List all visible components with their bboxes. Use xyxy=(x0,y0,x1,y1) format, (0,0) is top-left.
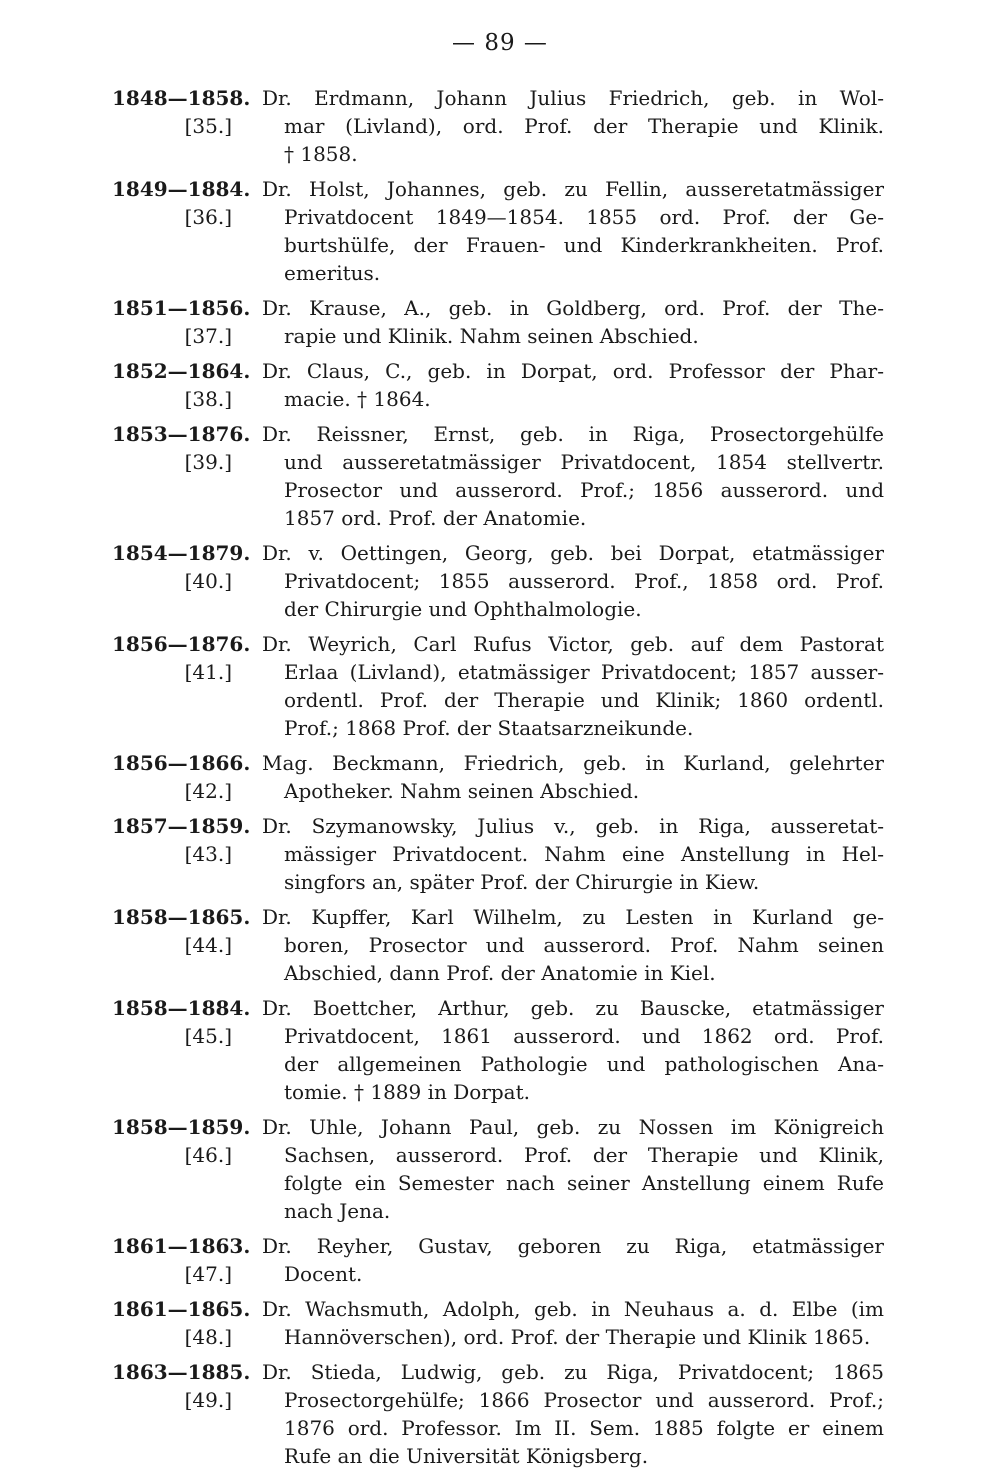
entry-line: singfors an, später Prof. der Chirurgie in Kiew. xyxy=(284,870,760,894)
entry-meta xyxy=(112,1358,262,1470)
entry-number: [38.] xyxy=(184,387,232,411)
list-item xyxy=(112,1295,884,1351)
entry-number: [43.] xyxy=(184,842,232,866)
entry-line: ordentl. Prof. der Therapie und Klinik; 1860 ordentl. xyxy=(284,688,884,712)
list-item xyxy=(112,994,884,1106)
entry-line: Privatdocent 1849—1854. 1855 ord. Prof. der Ge- xyxy=(284,205,884,229)
entry-text xyxy=(262,1358,884,1470)
entry-meta xyxy=(112,1232,262,1288)
entry-years: 1849—1884. xyxy=(112,177,251,201)
entry-number: [47.] xyxy=(184,1262,232,1286)
entry-meta xyxy=(112,175,262,287)
entry-text xyxy=(262,812,884,896)
entry-line: Dr. Reyher, Gustav, geboren zu Riga, etatmässiger xyxy=(262,1234,884,1258)
entry-years: 1854—1879. xyxy=(112,541,251,565)
entry-meta xyxy=(112,1113,262,1225)
entry-number: [37.] xyxy=(184,324,232,348)
entry-text xyxy=(262,994,884,1106)
entry-number: [35.] xyxy=(184,114,232,138)
entry-line: der Chirurgie und Ophthalmologie. xyxy=(284,597,642,621)
entry-years: 1858—1865. xyxy=(112,905,251,929)
entry-line: Dr. Szymanowsky, Julius v., geb. in Riga, ausseretat- xyxy=(262,814,884,838)
entry-line: tomie. † 1889 in Dorpat. xyxy=(284,1080,530,1104)
entry-line: Prof.; 1868 Prof. der Staatsarzneikunde. xyxy=(284,716,694,740)
entry-number: [48.] xyxy=(184,1325,232,1349)
entry-number: [46.] xyxy=(184,1143,232,1167)
list-item xyxy=(112,812,884,896)
entry-meta xyxy=(112,994,262,1106)
entry-line: emeritus. xyxy=(284,261,381,285)
entry-text xyxy=(262,1295,884,1351)
entry-text xyxy=(262,294,884,350)
entry-number: [36.] xyxy=(184,205,232,229)
entry-line: Dr. Weyrich, Carl Rufus Victor, geb. auf dem Pastorat xyxy=(262,632,884,656)
entry-meta xyxy=(112,357,262,413)
entry-meta xyxy=(112,294,262,350)
entry-line: Dr. Reissner, Ernst, geb. in Riga, Prosectorgehülfe xyxy=(262,422,884,446)
entry-line: Sachsen, ausserord. Prof. der Therapie und Klinik, xyxy=(284,1143,884,1167)
entry-line: der allgemeinen Pathologie und pathologischen Ana- xyxy=(284,1052,884,1076)
list-item xyxy=(112,357,884,413)
entry-meta xyxy=(112,420,262,532)
entry-line: boren, Prosector und ausserord. Prof. Nahm seinen xyxy=(284,933,884,957)
entry-line: Dr. Erdmann, Johann Julius Friedrich, geb. in Wol- xyxy=(262,86,884,110)
list-item xyxy=(112,903,884,987)
entry-line: Dr. Uhle, Johann Paul, geb. zu Nossen im Königreich xyxy=(262,1115,884,1139)
list-item xyxy=(112,1358,884,1470)
list-item xyxy=(112,175,884,287)
entry-line: 1876 ord. Professor. Im II. Sem. 1885 folgte er einem xyxy=(284,1416,884,1440)
entry-line: Dr. v. Oettingen, Georg, geb. bei Dorpat, etatmässiger xyxy=(262,541,884,565)
entry-line: Docent. xyxy=(284,1262,363,1286)
entry-line: und ausseretatmässiger Privatdocent, 1854 stellvertr. xyxy=(284,450,884,474)
entry-text xyxy=(262,420,884,532)
entry-years: 1848—1858. xyxy=(112,86,251,110)
entry-line: Dr. Kupffer, Karl Wilhelm, zu Lesten in Kurland ge- xyxy=(262,905,884,929)
entry-line: Privatdocent, 1861 ausserord. und 1862 ord. Prof. xyxy=(284,1024,884,1048)
entry-line: 1857 ord. Prof. der Anatomie. xyxy=(284,506,587,530)
list-item xyxy=(112,84,884,168)
entry-line: Privatdocent; 1855 ausserord. Prof., 1858 ord. Prof. xyxy=(284,569,884,593)
entry-text xyxy=(262,903,884,987)
entry-text xyxy=(262,539,884,623)
entry-line: mässiger Privatdocent. Nahm eine Anstellung in Hel- xyxy=(284,842,884,866)
entry-number: [40.] xyxy=(184,569,232,593)
list-item xyxy=(112,539,884,623)
entry-line: Prosectorgehülfe; 1866 Prosector und ausserord. Prof.; xyxy=(284,1388,884,1412)
entry-line: macie. † 1864. xyxy=(284,387,431,411)
entry-years: 1856—1876. xyxy=(112,632,251,656)
list-item xyxy=(112,420,884,532)
entry-line: Dr. Wachsmuth, Adolph, geb. in Neuhaus a. d. Elbe (im xyxy=(262,1297,884,1321)
entry-text xyxy=(262,84,884,168)
entry-line: mar (Livland), ord. Prof. der Therapie und Klinik. xyxy=(284,114,884,138)
list-item xyxy=(112,1232,884,1288)
entry-line: Erlaa (Livland), etatmässiger Privatdocent; 1857 ausser- xyxy=(284,660,884,684)
list-item xyxy=(112,630,884,742)
entry-text xyxy=(262,1232,884,1288)
entry-number: [41.] xyxy=(184,660,232,684)
entry-meta xyxy=(112,903,262,987)
entry-line: Dr. Claus, C., geb. in Dorpat, ord. Professor der Phar- xyxy=(262,359,884,383)
entry-years: 1858—1884. xyxy=(112,996,251,1020)
entry-line: Dr. Stieda, Ludwig, geb. zu Riga, Privatdocent; 1865 xyxy=(262,1360,884,1384)
entry-number: [45.] xyxy=(184,1024,232,1048)
list-item xyxy=(112,749,884,805)
entry-number: [39.] xyxy=(184,450,232,474)
page-number: — 89 — xyxy=(452,30,548,56)
entry-line: nach Jena. xyxy=(284,1199,391,1223)
entry-line: burtshülfe, der Frauen- und Kinderkrankheiten. Prof. xyxy=(284,233,884,257)
entry-line: folgte ein Semester nach seiner Anstellung einem Rufe xyxy=(284,1171,884,1195)
entry-years: 1853—1876. xyxy=(112,422,251,446)
entry-line: Mag. Beckmann, Friedrich, geb. in Kurland, gelehrter xyxy=(262,751,884,775)
entry-years: 1858—1859. xyxy=(112,1115,251,1139)
entry-line: † 1858. xyxy=(284,142,358,166)
entry-meta xyxy=(112,812,262,896)
entry-meta xyxy=(112,84,262,168)
entry-line: Prosector und ausserord. Prof.; 1856 ausserord. und xyxy=(284,478,884,502)
list-item xyxy=(112,294,884,350)
entry-years: 1861—1865. xyxy=(112,1297,251,1321)
entry-line: Apotheker. Nahm seinen Abschied. xyxy=(284,779,640,803)
entry-meta xyxy=(112,630,262,742)
entry-line: Dr. Holst, Johannes, geb. zu Fellin, ausseretatmässiger xyxy=(262,177,884,201)
entry-meta xyxy=(112,1295,262,1351)
entry-text xyxy=(262,1113,884,1225)
entry-years: 1863—1885. xyxy=(112,1360,251,1384)
entry-years: 1861—1863. xyxy=(112,1234,251,1258)
entry-line: Abschied, dann Prof. der Anatomie in Kiel. xyxy=(284,961,716,985)
entry-line: Rufe an die Universität Königsberg. xyxy=(284,1444,649,1468)
entry-years: 1857—1859. xyxy=(112,814,251,838)
entry-years: 1851—1856. xyxy=(112,296,251,320)
entries-list xyxy=(112,84,884,1477)
entry-text xyxy=(262,749,884,805)
entry-line: Dr. Boettcher, Arthur, geb. zu Bauscke, etatmässiger xyxy=(262,996,884,1020)
entry-years: 1856—1866. xyxy=(112,751,251,775)
list-item xyxy=(112,1113,884,1225)
entry-line: Hannöverschen), ord. Prof. der Therapie und Klinik 1865. xyxy=(284,1325,871,1349)
entry-meta xyxy=(112,749,262,805)
entry-number: [44.] xyxy=(184,933,232,957)
entry-number: [49.] xyxy=(184,1388,232,1412)
entry-meta xyxy=(112,539,262,623)
entry-number: [42.] xyxy=(184,779,232,803)
entry-text xyxy=(262,357,884,413)
entry-years: 1852—1864. xyxy=(112,359,251,383)
entry-text xyxy=(262,175,884,287)
entry-line: Dr. Krause, A., geb. in Goldberg, ord. Prof. der The- xyxy=(262,296,884,320)
entry-text xyxy=(262,630,884,742)
entry-line: rapie und Klinik. Nahm seinen Abschied. xyxy=(284,324,699,348)
